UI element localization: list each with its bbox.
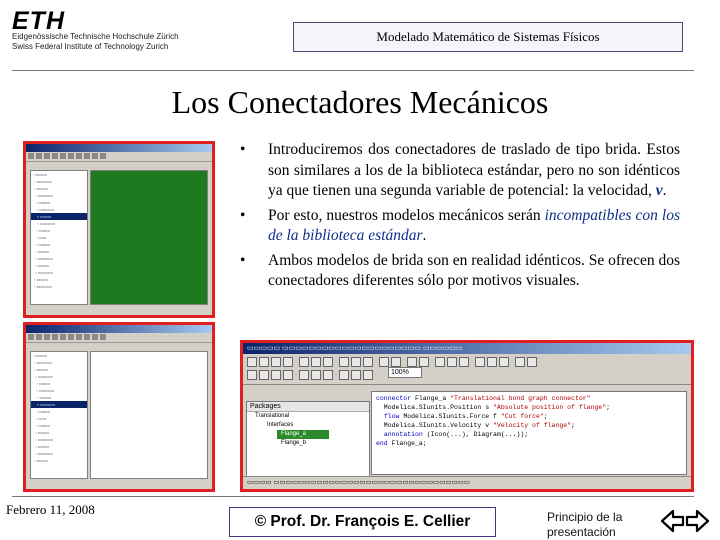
bullet-item — [240, 206, 680, 247]
screenshot-flange-white — [23, 322, 215, 492]
copyright-text: © Prof. Dr. François E. Cellier — [254, 513, 471, 530]
header-divider — [12, 70, 694, 71]
window-toolbar — [26, 333, 212, 343]
eth-name-de: Eidgenössische Technische Hochschule Zürich — [12, 32, 179, 41]
package-browser-header: Packages — [247, 402, 369, 412]
eth-wordmark: ETH — [12, 7, 65, 35]
forward-arrow-icon[interactable] — [687, 511, 708, 531]
package-row[interactable]: Flange_b — [281, 440, 307, 446]
slide-title: Los Conectadores Mecánicos — [171, 84, 549, 120]
course-title: Modelado Matemático de Sistemas Físicos — [376, 29, 600, 44]
bullet-list — [240, 140, 680, 296]
bullet-text: Introduciremos dos conectadores de traslado de tipo brida. Estos son similares a los de la biblioteca estándar, pero no son idénticos ya que tienen una segunda variable de potencial: la velocidad, — [268, 141, 680, 199]
code-pane[interactable]: connector Flange_a "Translational bond graph connector" Modelica.SIunits.Position s "Absolute position of flange"; flow Modelica.SIunits.Force f "Cut force"; Modelica.SIunits.Velocity v "Velocity of flange"; annotation (Icon(...), Diagram(...)); end Flange_a; — [371, 391, 687, 475]
bullet-tail: . — [422, 227, 427, 244]
editor-statusbar: ▭▭▭▭ ▭▭▭▭▭▭▭▭▭▭▭▭▭▭▭▭▭▭▭▭▭▭▭▭▭▭▭▭▭▭▭▭ — [243, 476, 691, 489]
package-tree: ▫ ▭▭▭ ▫ ▭▭▭▭ ▫ ▭▭▭ ▫ ▭▭▭▭ ▫ ▭▭▭ ▫ ▭▭▭▭ ▫ ▭▭▭ ▪ ▭▭▭▭ ▫ ▭▭▭ ▫ ▭▭ ▫ ▭▭▭ ▫ ▭▭▭ ▫ ▭▭▭▭ ▫ ▭▭▭ ▫ ▭▭▭▭ ▫ ▭▭▭ — [30, 351, 88, 479]
window-titlebar — [26, 144, 212, 152]
back-link-line1: Principio de la — [547, 510, 623, 524]
eth-name-en: Swiss Federal Institute of Technology Zurich — [12, 42, 169, 51]
window-titlebar — [26, 325, 212, 333]
bullet-emphasis: incompatibles con los de la biblioteca estándar — [268, 206, 680, 244]
bullet-tail: . — [662, 182, 667, 199]
diagram-canvas — [90, 351, 208, 479]
bullet-item — [240, 140, 680, 202]
window-toolbar — [26, 152, 212, 162]
back-link-line2: presentación — [547, 525, 616, 539]
bullet-text: Ambos modelos de brida son en realidad idénticos. Se ofrecen dos conectadores diferentes sólo por motivos visuales. — [268, 251, 680, 289]
package-row-selected[interactable]: Flange_a — [277, 430, 329, 439]
bullet-marker: • — [240, 141, 246, 158]
course-title-box — [293, 22, 683, 52]
bullet-marker: • — [240, 251, 246, 269]
screenshot-flange-green — [23, 141, 215, 318]
slide-date: Febrero 11, 2008 — [6, 502, 95, 517]
back-to-start-link[interactable] — [547, 510, 622, 540]
editor-titlebar: ▭▭▭▭▭ ▭▭▭▭▭▭▭▭▭▭▭▭▭▭▭▭▭▭▭▭▭ ▭▭▭▭▭▭ — [243, 343, 691, 354]
nav-arrows — [660, 507, 710, 535]
editor-toolbar — [243, 354, 691, 385]
screenshot-code-editor — [240, 340, 694, 492]
package-row[interactable]: Translational — [255, 413, 290, 419]
package-browser — [246, 401, 370, 477]
back-arrow-icon[interactable] — [662, 511, 683, 531]
package-tree: ▫ ▭▭▭ ▫ ▭▭▭▭ ▫ ▭▭▭ ▫ ▭▭▭▭ ▫ ▭▭▭ ▫ ▭▭▭▭ ▪ ▭▭▭ ▫ ▭▭▭▭ ▫ ▭▭▭ ▫ ▭▭ ▫ ▭▭▭ ▫ ▭▭▭ ▫ ▭▭▭▭ ▫ ▭▭▭ ▫ ▭▭▭▭ ▫ ▭▭▭ ▫ ▭▭▭▭ — [30, 170, 88, 305]
zoom-field[interactable]: 100% — [388, 367, 422, 378]
bullet-text: Por esto, nuestros modelos mecánicos serán — [268, 206, 545, 224]
bullet-emphasis: v — [655, 182, 663, 199]
package-row[interactable]: Interfaces — [267, 422, 294, 428]
eth-logo — [12, 7, 192, 62]
bullet-item — [240, 251, 680, 292]
diagram-canvas — [90, 170, 208, 305]
copyright-box — [229, 507, 496, 537]
footer-divider — [12, 496, 694, 497]
bullet-marker: • — [240, 206, 246, 224]
